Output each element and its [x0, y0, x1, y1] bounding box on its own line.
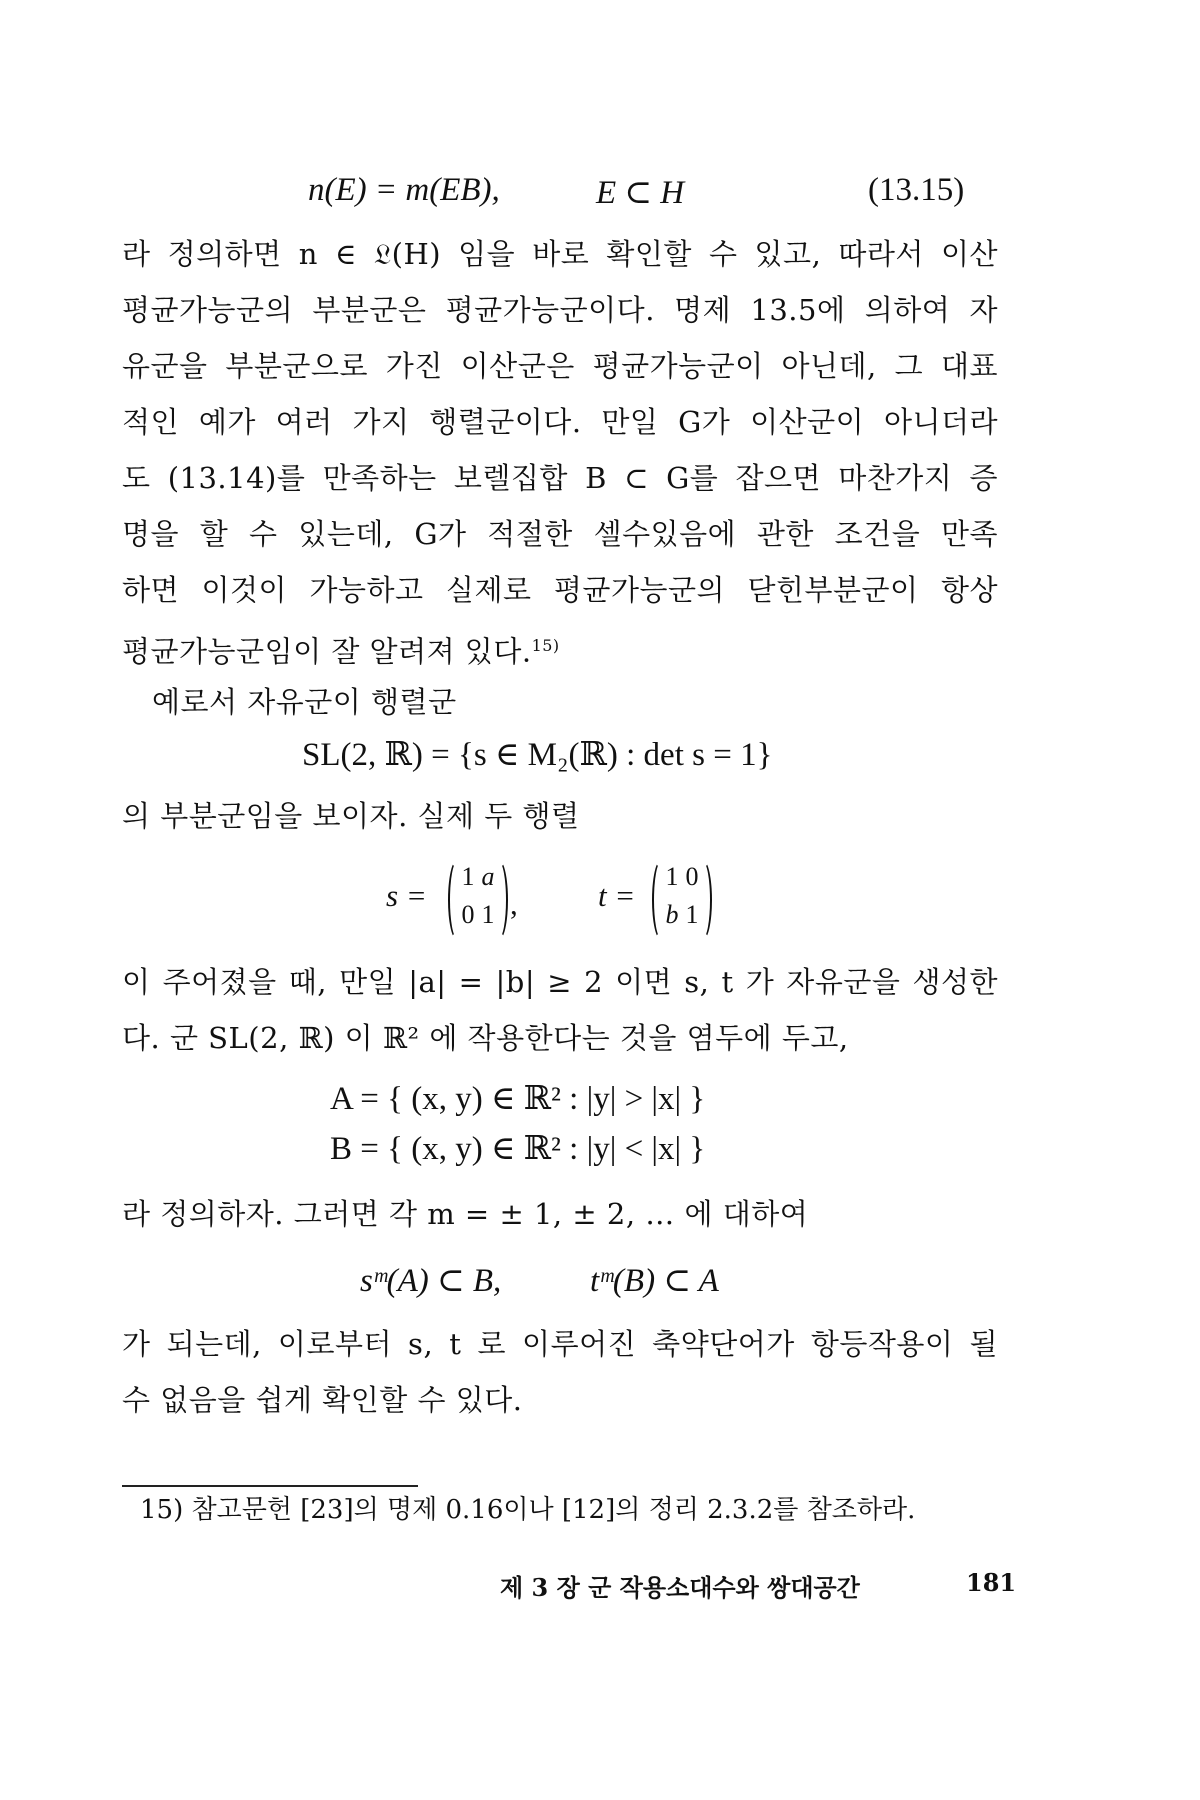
right-paren-glyph — [694, 860, 712, 940]
equation-inclusion — [0, 1260, 1200, 1304]
right-paren-glyph — [490, 860, 508, 940]
paragraph-1-line: 적인 예가 여러 가지 행렬군이다. 만일 G가 이산군이 아니더라 — [122, 405, 998, 439]
matrix-s-entry: 1 — [481, 900, 495, 929]
paragraph-5-line: 라 정의하자. 그러면 각 m = ± 1, ± 2, … 에 대하여 — [122, 1197, 809, 1231]
paragraph-3 — [122, 788, 998, 844]
paragraph-2-line: 예로서 자유군이 행렬군 — [152, 685, 457, 719]
paragraph-6-line: 수 없음을 쉽게 확인할 수 있다. — [122, 1383, 523, 1417]
equation-inclusion-right: tᵐ(B) ⊂ A — [590, 1263, 719, 1299]
equation-inclusion-left: sᵐ(A) ⊂ B, — [360, 1263, 502, 1299]
matrix-s-entry: a — [481, 862, 495, 891]
matrix-s-comma: , — [510, 886, 518, 921]
equation-13-15-lhs: n(E) = m(EB), — [308, 172, 500, 208]
matrix-s-entry: 1 — [461, 862, 475, 891]
paragraph-1-line: 도 (13.14)를 만족하는 보렐집합 B ⊂ G를 잡으면 마찬가지 증 — [122, 461, 998, 495]
paragraph-1-line: 평균가능군임이 잘 알려져 있다. — [122, 634, 532, 669]
paragraph-3-line: 의 부분군임을 보이자. 실제 두 행렬 — [122, 799, 580, 833]
paragraph-6-line: 가 되는데, 이로부터 s, t 로 이루어진 축약단어가 항등작용이 될 — [122, 1327, 998, 1361]
running-footer — [500, 1568, 1017, 1603]
equation-13-15-number: (13.15) — [868, 172, 965, 208]
matrix-t-entry: 1 — [685, 900, 699, 929]
running-footer-chapter: 제 3 장 군 작용소대수와 쌍대공간 — [500, 1573, 860, 1602]
matrix-t-entry: 0 — [685, 862, 699, 891]
footnote-divider — [122, 1485, 418, 1487]
page-number: 181 — [966, 1568, 1017, 1597]
equation-sets — [0, 1078, 1200, 1178]
paragraph-1-last-line — [122, 618, 998, 674]
paragraph-4 — [122, 954, 998, 1066]
paragraph-4-line: 이 주어졌을 때, 만일 |a| = |b| ≥ 2 이면 s, t 가 자유군을 생성한 — [122, 965, 998, 999]
matrix-s-label: s = — [386, 878, 427, 913]
equation-13-15-rhs: E ⊂ H — [596, 175, 685, 211]
paragraph-1-line: 라 정의하면 n ∈ 𝔏(H) 임을 바로 확인할 수 있고, 따라서 이산 — [122, 237, 998, 271]
paragraph-2 — [122, 674, 998, 730]
matrix-t-label: t = — [598, 878, 636, 913]
footnote-15: 15) 참고문헌 [23]의 명제 0.16이나 [12]의 정리 2.3.2를 참조하라. — [140, 1495, 916, 1525]
paragraph-1-line: 하면 이것이 가능하고 실제로 평균가능군의 닫힌부분군이 항상 — [122, 573, 998, 607]
matrix-s-entry: 0 — [461, 900, 475, 929]
paragraph-1-line: 평균가능군의 부분군은 평균가능군이다. 명제 13.5에 의하여 자 — [122, 293, 998, 327]
paragraph-5 — [122, 1186, 998, 1242]
equation-sl2-text: SL(2, ℝ) = {s ∈ M₂(ℝ) : det s = 1} — [302, 737, 773, 773]
paragraph-4-line: 다. 군 SL(2, ℝ) 이 ℝ² 에 작용한다는 것을 염두에 두고, — [122, 1021, 849, 1055]
matrix-t — [652, 860, 712, 936]
paragraph-1-line: 유군을 부분군으로 가진 이산군은 평균가능군이 아닌데, 그 대표 — [122, 349, 998, 383]
matrix-s — [448, 860, 508, 936]
matrix-t-entry: 1 — [665, 862, 679, 891]
equation-13-15 — [0, 172, 1200, 216]
paragraph-1-line: 명을 할 수 있는데, G가 적절한 셀수있음에 관한 조건을 만족 — [122, 517, 998, 551]
matrix-t-entry: b — [665, 900, 679, 929]
matrix-display — [0, 856, 1200, 946]
footnote-marker: 15) — [531, 636, 560, 655]
equation-set-b: B = { (x, y) ∈ ℝ² : |y| < |x| } — [330, 1131, 706, 1167]
paragraph-6 — [122, 1316, 998, 1428]
paragraph-1 — [122, 226, 998, 674]
equation-set-a: A = { (x, y) ∈ ℝ² : |y| > |x| } — [330, 1081, 706, 1117]
equation-sl2 — [0, 734, 1200, 778]
